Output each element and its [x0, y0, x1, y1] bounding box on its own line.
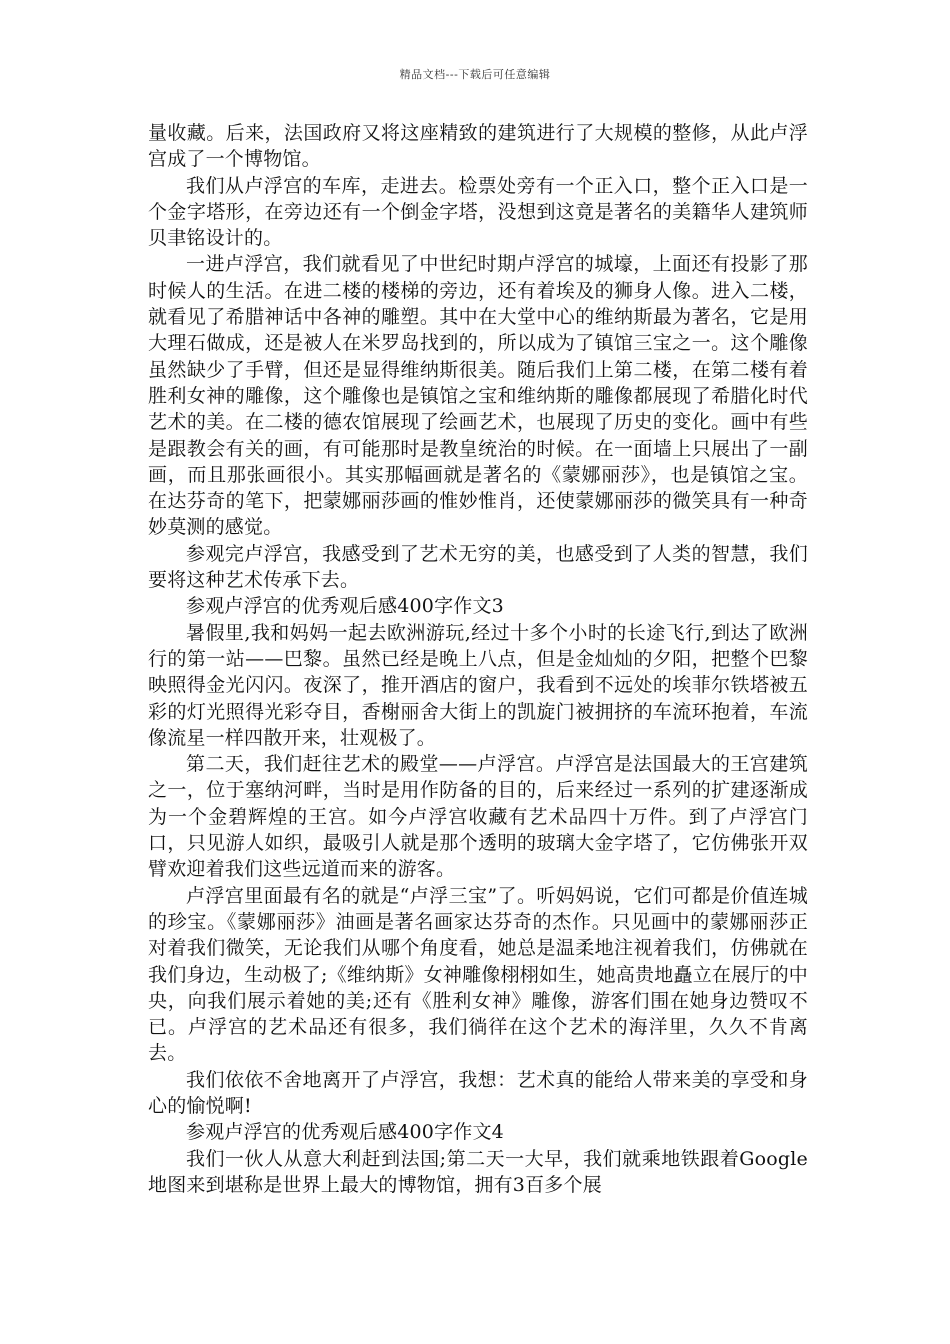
paragraph-9: 我们一伙人从意大利赶到法国;第二天一大早，我们就乘地铁跟着Google地图来到堪称是世界上最大的博物馆，拥有3百多个展	[148, 1147, 808, 1196]
paragraph-7: 卢浮宫里面最有名的就是“卢浮三宝”了。听妈妈说，它们可都是价值连城的珍宝。《蒙娜丽莎》油画是著名画家达芬奇的杰作。只见画中的蒙娜丽莎正对着我们微笑，无论我们从哪个角度看，她总是温柔地注视着我们，仿佛就在我们身边，生动极了;《维纳斯》女神雕像栩栩如生，她高贵地矗立在展厅的中央，向我们展示着她的美;还有《胜利女神》雕像，游客们围在她身边赞叹不已。卢浮宫的艺术品还有很多，我们徜徉在这个艺术的海洋里，久久不肯离去。	[148, 884, 808, 1065]
paragraph-8: 我们依依不舍地离开了卢浮宫，我想：艺术真的能给人带来美的享受和身心的愉悦啊!	[148, 1068, 808, 1117]
paragraph-6: 第二天，我们赶往艺术的殿堂——卢浮宫。卢浮宫是法国最大的王宫建筑之一，位于塞纳河畔，当时是用作防备的目的，后来经过一系列的扩建逐渐成为一个金碧辉煌的王宫。如今卢浮宫收藏有艺术品四十万件。到了卢浮宫门口，只见游人如织，最吸引人就是那个透明的玻璃大金字塔了，它仿佛张开双臂欢迎着我们这些远道而来的游客。	[148, 753, 808, 881]
document-body	[148, 120, 808, 1198]
section-heading-4: 参观卢浮宫的优秀观后感400字作文4	[186, 1121, 504, 1144]
section-heading-3: 参观卢浮宫的优秀观后感400字作文3	[186, 595, 504, 618]
paragraph-3: 一进卢浮宫，我们就看见了中世纪时期卢浮宫的城壕，上面还有投影了那时候人的生活。在进二楼的楼梯的旁边，还有着埃及的狮身人像。进入二楼，就看见了希腊神话中各神的雕塑。其中在大堂中心的维纳斯最为著名，它是用大理石做成，还是被人在米罗岛找到的，所以成为了镇馆三宝之一。这个雕像虽然缺少了手臂，但还是显得维纳斯很美。随后我们上第二楼，在第二楼有着胜利女神的雕像，这个雕像也是镇馆之宝和维纳斯的雕像都展现了希腊化时代艺术的美。在二楼的德农馆展现了绘画艺术，也展现了历史的变化。画中有些是跟教会有关的画，有可能那时是教皇统治的时候。在一面墙上只展出了一副画，而且那张画很小。其实那幅画就是著名的《蒙娜丽莎》，也是镇馆之宝。在达芬奇的笔下，把蒙娜丽莎画的惟妙惟肖，还使蒙娜丽莎的微笑具有一种奇妙莫测的感觉。	[148, 253, 808, 539]
paragraph-2: 我们从卢浮宫的车库，走进去。检票处旁有一个正入口，整个正入口是一个金字塔形，在旁边还有一个倒金字塔，没想到这竟是著名的美籍华人建筑师贝聿铭设计的。	[148, 174, 808, 250]
paragraph-1: 量收藏。后来，法国政府又将这座精致的建筑进行了大规模的整修，从此卢浮宫成了一个博物馆。	[148, 122, 808, 171]
paragraph-4: 参观完卢浮宫，我感受到了艺术无穷的美，也感受到了人类的智慧，我们要将这种艺术传承下去。	[148, 542, 808, 592]
page-header: 精品文档---下载后可任意编辑	[399, 68, 551, 81]
paragraph-5: 暑假里,我和妈妈一起去欧洲游玩,经过十多个小时的长途飞行,到达了欧洲行的第一站——巴黎。虽然已经是晚上八点，但是金灿灿的夕阳，把整个巴黎映照得金光闪闪。夜深了，推开酒店的窗户，我看到不远处的埃菲尔铁塔被五彩的灯光照得光彩夺目，香榭丽舍大街上的凯旋门被拥挤的车流环抱着，车流像流星一样四散开来，壮观极了。	[148, 621, 808, 749]
